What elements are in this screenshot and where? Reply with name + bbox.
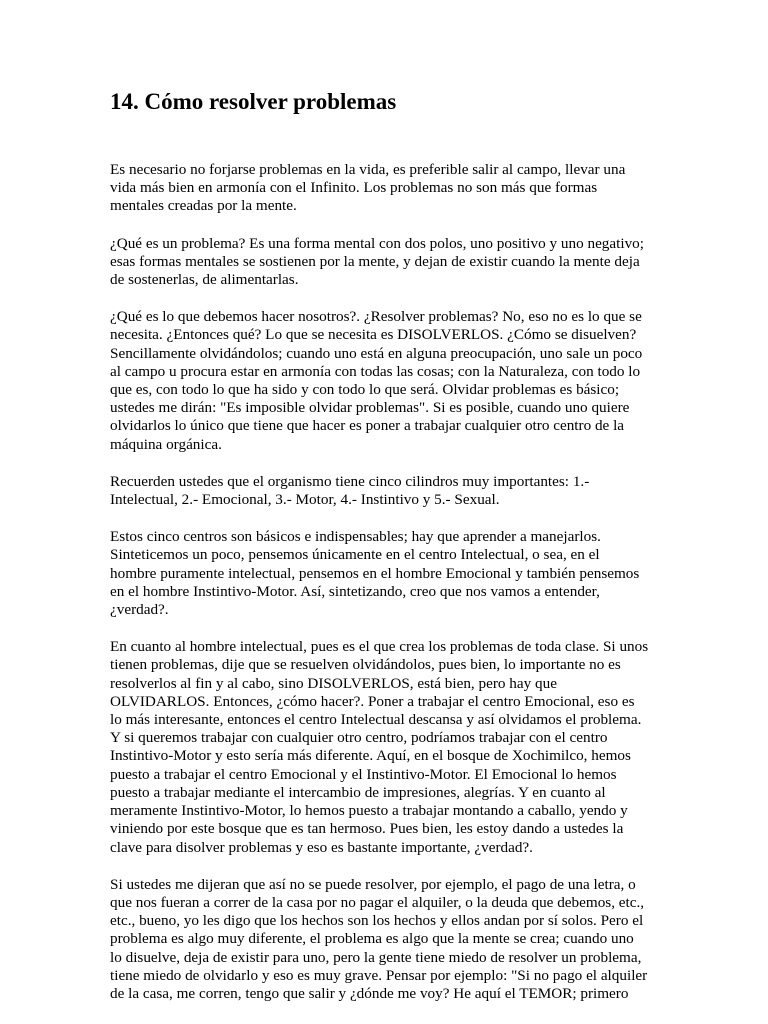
- paragraph-line: Recuerden ustedes que el organismo tiene cinco cilindros muy importantes: 1.-: [110, 472, 590, 490]
- paragraph-line: Estos cinco centros son básicos e indispensables; hay que aprender a manejarlos.: [110, 528, 601, 546]
- paragraph-line: esas formas mentales se sostienen por la mente, y dejan de existir cuando la mente deja: [110, 252, 640, 270]
- paragraph-line: de la casa, me corren, tengo que salir y ¿dónde me voy? He aquí el TEMOR; primero: [110, 984, 629, 1002]
- paragraph-line: tiene miedo de olvidarlo y eso es muy grave. Pensar por ejemplo: "Si no pago el alquiler: [110, 966, 648, 984]
- paragraph-line: que es, con todo lo que ha sido y con todo lo que será. Olvidar problemas es básico;: [110, 381, 620, 399]
- paragraph-line: clave para disolver problemas y eso es bastante importante, ¿verdad?.: [110, 838, 533, 856]
- paragraph-line: hombre puramente intelectual, pensemos en el hombre Emocional y también pensemos: [110, 564, 640, 582]
- paragraph-line: de sostenerlas, de alimentarlas.: [110, 271, 299, 289]
- paragraph-line: ¿verdad?.: [110, 601, 169, 619]
- document-body: [110, 161, 670, 1022]
- paragraph-line: problema es algo muy diferente, el problema es algo que la mente se crea; cuando uno: [110, 930, 634, 948]
- paragraph-line: etc., bueno, yo les digo que los hechos son los hechos y ellos andan por sí solos. Pero el: [110, 912, 644, 930]
- paragraph-line: máquina orgánica.: [110, 435, 222, 453]
- page-title: 14. Cómo resolver problemas: [110, 89, 397, 114]
- paragraph: [110, 528, 670, 619]
- paragraph-line: ¿Qué es un problema? Es una forma mental con dos polos, uno positivo y uno negativo;: [110, 234, 644, 252]
- paragraph-line: ustedes me dirán: "Es imposible olvidar problemas". Si es posible, cuando uno quiere: [110, 399, 630, 417]
- paragraph-line: meramente Instintivo-Motor, lo hemos puesto a trabajar montando a caballo, yendo y: [110, 802, 628, 820]
- paragraph-line: resolverlos al fin y al cabo, sino DISOLVERLOS, está bien, pero hay que: [110, 674, 557, 692]
- paragraph-line: puesto a trabajar el centro Emocional y el Instintivo-Motor. El Emocional lo hemos: [110, 765, 617, 783]
- paragraph-line: Sinteticemos un poco, pensemos únicamente en el centro Intelectual, o sea, en el: [110, 546, 600, 564]
- paragraph-line: Y si queremos trabajar con cualquier otro centro, podríamos trabajar con el centro: [110, 729, 608, 747]
- paragraph-line: viniendo por este bosque que es tan hermoso. Pues bien, les estoy dando a ustedes la: [110, 820, 624, 838]
- paragraph: [110, 308, 670, 454]
- paragraph-line: lo disuelve, deja de existir para uno, pero la gente tiene miedo de resolver un problema,: [110, 948, 642, 966]
- paragraph: [110, 235, 670, 290]
- paragraph-line: Es necesario no forjarse problemas en la vida, es preferible salir al campo, llevar una: [110, 161, 626, 178]
- paragraph: [110, 473, 670, 509]
- paragraph-line: necesita. ¿Entonces qué? Lo que se necesita es DISOLVERLOS. ¿Cómo se disuelven?: [110, 326, 637, 344]
- paragraph-line: ¿Qué es lo que debemos hacer nosotros?. ¿Resolver problemas? No, eso no es lo que se: [110, 308, 642, 326]
- paragraph-line: lo más interesante, entonces el centro Intelectual descansa y así olvidamos el problema.: [110, 711, 642, 729]
- paragraph-line: Si ustedes me dijeran que así no se puede resolver, por ejemplo, el pago de una letra, o: [110, 875, 636, 893]
- paragraph-line: Instintivo-Motor y esto sería más diferente. Aquí, en el bosque de Xochimilco, hemos: [110, 747, 631, 765]
- paragraph-line: vida más bien en armonía con el Infinito. Los problemas no son más que formas: [110, 179, 598, 197]
- paragraph: [110, 876, 670, 1003]
- paragraph-line: En cuanto al hombre intelectual, pues es el que crea los problemas de toda clase. Si unos: [110, 638, 649, 656]
- paragraph-line: tienen problemas, dije que se resuelven olvidándolos, pues bien, lo importante no es: [110, 656, 621, 674]
- paragraph-line: puesto a trabajar mediante el intercambio de impresiones, alegrías. Y en cuanto al: [110, 783, 606, 801]
- paragraph-line: mentales creadas por la mente.: [110, 197, 297, 215]
- paragraph-line: al campo u procura estar en armonía con todas las cosas; con la Naturaleza, con todo lo: [110, 362, 641, 380]
- paragraph-line: Sencillamente olvidándolos; cuando uno está en alguna preocupación, uno sale un poco: [110, 344, 643, 362]
- paragraph-line: Intelectual, 2.- Emocional, 3.- Motor, 4.- Instintivo y 5.- Sexual.: [110, 491, 500, 509]
- paragraph-line: olvidarlos lo único que tiene que hacer es poner a trabajar cualquier otro centro de la: [110, 417, 625, 435]
- paragraph-line: OLVIDARLOS. Entonces, ¿cómo hacer?. Poner a trabajar el centro Emocional, eso es: [110, 692, 635, 710]
- paragraph: [110, 161, 670, 216]
- paragraph: [110, 638, 670, 856]
- paragraph-line: que nos fueran a correr de la casa por no pagar el alquiler, o la deuda que debemos, etc.,: [110, 893, 645, 911]
- paragraph-line: en el hombre Instintivo-Motor. Así, sintetizando, creo que nos vamos a entender,: [110, 582, 600, 600]
